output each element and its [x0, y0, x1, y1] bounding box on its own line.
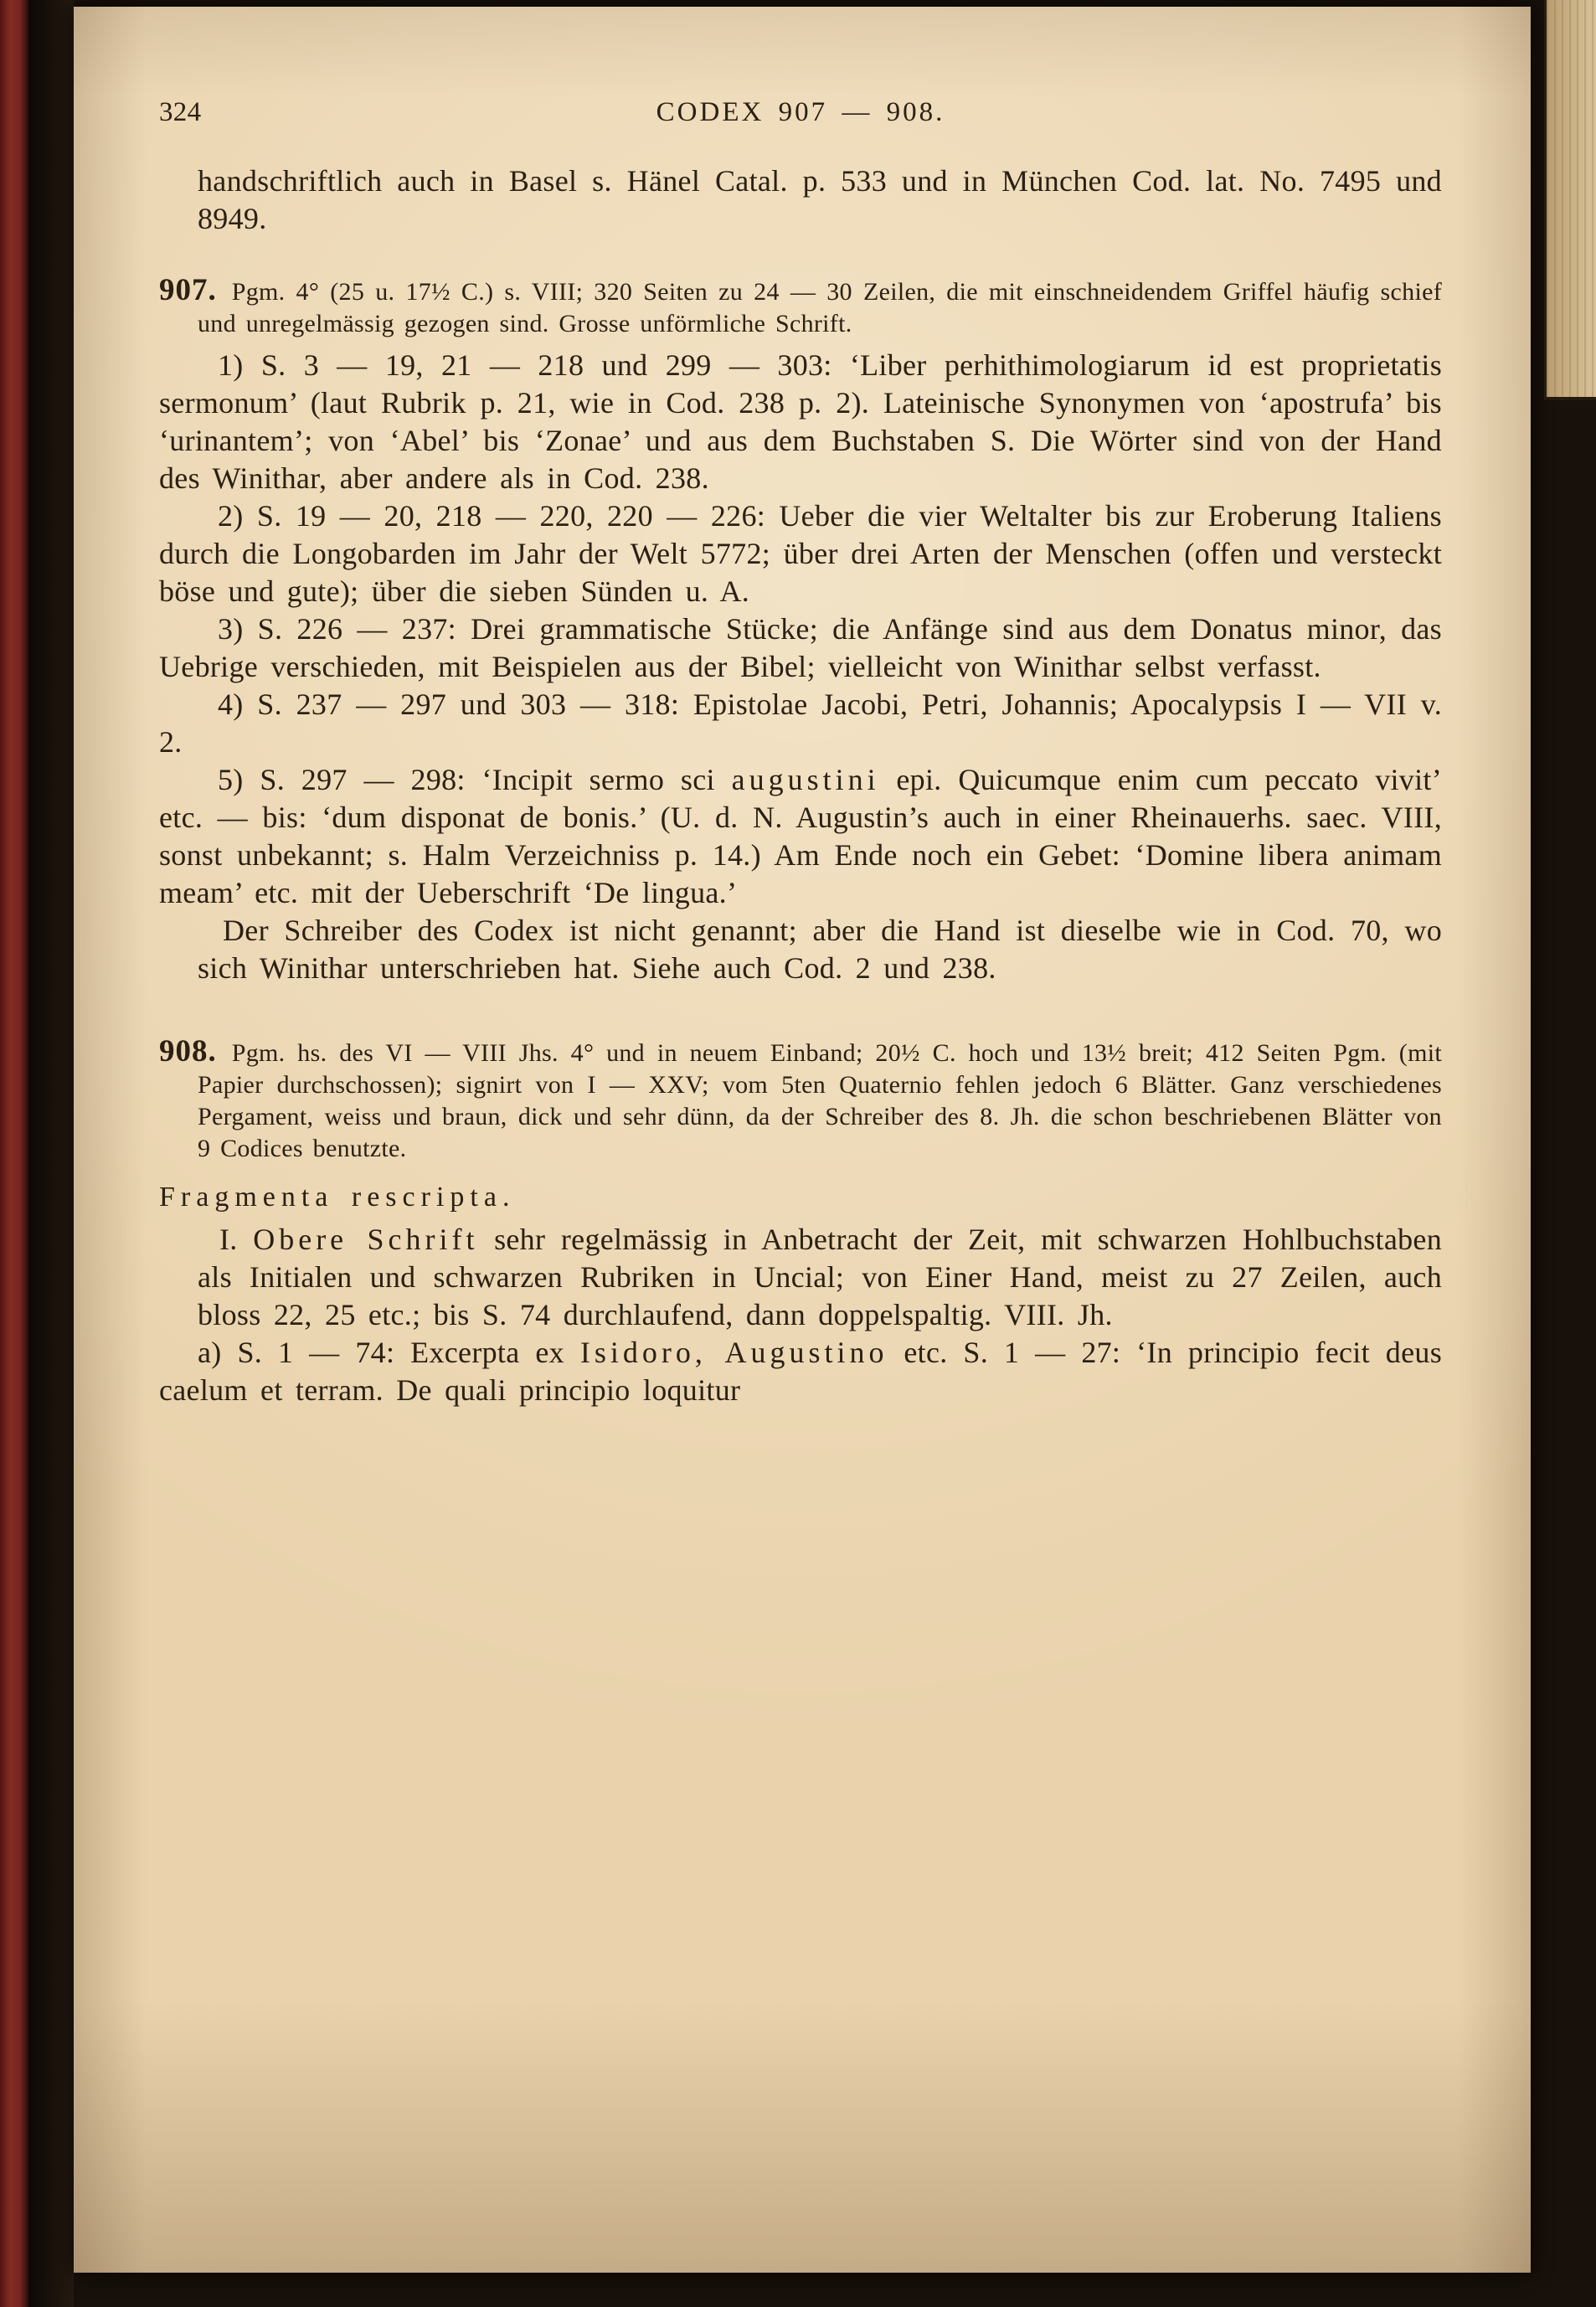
page-header-row — [159, 94, 1442, 134]
entry-907 — [159, 275, 1442, 987]
continuation-paragraph: handschriftlich auch in Basel s. Hänel Catal. p. 533 und in München Cod. lat. No. 7495 und 8949. — [198, 164, 1442, 235]
entry-907-item-1: 1) S. 3 — 19, 21 — 218 und 299 — 303: ‘Liber perhithimologiarum id est proprietatis sermonum’ (laut Rubrik p. 21, wie in Cod. 238 p. 2). Lateinische Synonymen von ‘apostrufa’ bis ‘urinantem’; von ‘Abel’ bis ‘Zonae’ und aus dem Buchstaben S. Die Wörter sind von der Hand des Winithar, aber andere als in Cod. 238. — [159, 348, 1442, 495]
entry-907-head — [159, 275, 1442, 340]
entry-908 — [159, 1036, 1442, 1409]
gutter-shadow — [28, 0, 74, 2307]
entry-907-item-3: 3) S. 226 — 237: Drei grammatische Stücke; die Anfänge sind aus dem Donatus minor, das Uebrige verschieden, mit Beispielen aus der Bibel; vielleicht von Winithar selbst verfasst. — [159, 612, 1442, 683]
book-page — [74, 7, 1531, 2273]
entry-908-head — [159, 1036, 1442, 1165]
entry-907-item-5: 5) S. 297 — 298: ‘Incipit sermo sci augustini epi. Quicumque enim cum peccato vivit’ etc. — bis: ‘dum disponat de bonis.’ (U. d. N. Augustin’s auch in einer Rheinauerhs. saec. VIII, sonst unbekannt; s. Halm Verzeichniss p. 14.) Am Ende noch ein Gebet: ‘Domine libera animam meam’ etc. mit der Ueberschrift ‘De lingua.’ — [159, 763, 1442, 909]
running-header: CODEX 907 — 908. — [656, 97, 945, 127]
page-number: 324 — [159, 97, 202, 127]
entry-907-head-text: Pgm. 4° (25 u. 17½ C.) s. VIII; 320 Seiten zu 24 — 30 Zeilen, die mit einschneidendem Griffel häufig schief und unregelmässig gezogen sind. Grosse unförmliche Schrift. — [198, 278, 1442, 337]
entry-907-number: 907. — [159, 273, 217, 307]
entry-907-item-4: 4) S. 237 — 297 und 303 — 318: Epistolae Jacobi, Petri, Johannis; Apocalypsis I — VII v. 2. — [159, 687, 1442, 759]
entry-908-head-text: Pgm. hs. des VI — VIII Jhs. 4° und in neuem Einband; 20½ C. hoch und 13½ breit; 412 Seiten Pgm. (mit Papier durchschossen); signirt von I — XXV; vom 5ten Quaternio fehlen jedoch 6 Blätter. Ganz verschiedenes Pergament, weiss und braun, dick und sehr dünn, da der Schreiber des 8. Jh. die schon beschriebenen Blätter von 9 Codices benutzte. — [198, 1039, 1442, 1162]
entry-907-closing: Der Schreiber des Codex ist nicht genannt; aber die Hand ist dieselbe wie in Cod. 70, wo sich Winithar unterschrieben hat. Siehe auch Cod. 2 und 238. — [198, 914, 1442, 985]
entry-908-number: 908. — [159, 1034, 217, 1069]
entry-908-section-i: I. Obere Schrift sehr regelmässig in Anbetracht der Zeit, mit schwarzen Hohlbuchstaben als Initialen und schwarzen Rubriken in Uncial; von Einer Hand, meist zu 27 Zeilen, auch bloss 22, 25 etc.; bis S. 74 durchlaufend, dann doppelspaltig. VIII. Jh. — [198, 1223, 1443, 1331]
fragmenta-heading: Fragmenta rescripta. — [159, 1182, 516, 1213]
entry-907-item-2: 2) S. 19 — 20, 218 — 220, 220 — 226: Ueber die vier Weltalter bis zur Eroberung Italiens durch die Longobarden im Jahr der Welt 5772; über drei Arten der Menschen (offen und versteckt böse und gute); über die sieben Sünden u. A. — [159, 499, 1442, 608]
adjacent-page-edge — [1544, 0, 1596, 400]
entry-908-section-a: a) S. 1 — 74: Excerpta ex Isidoro, Augustino etc. S. 1 — 27: ‘In principio fecit deus caelum et terram. De quali principio loquitur — [159, 1336, 1442, 1407]
book-spine — [0, 0, 28, 2307]
